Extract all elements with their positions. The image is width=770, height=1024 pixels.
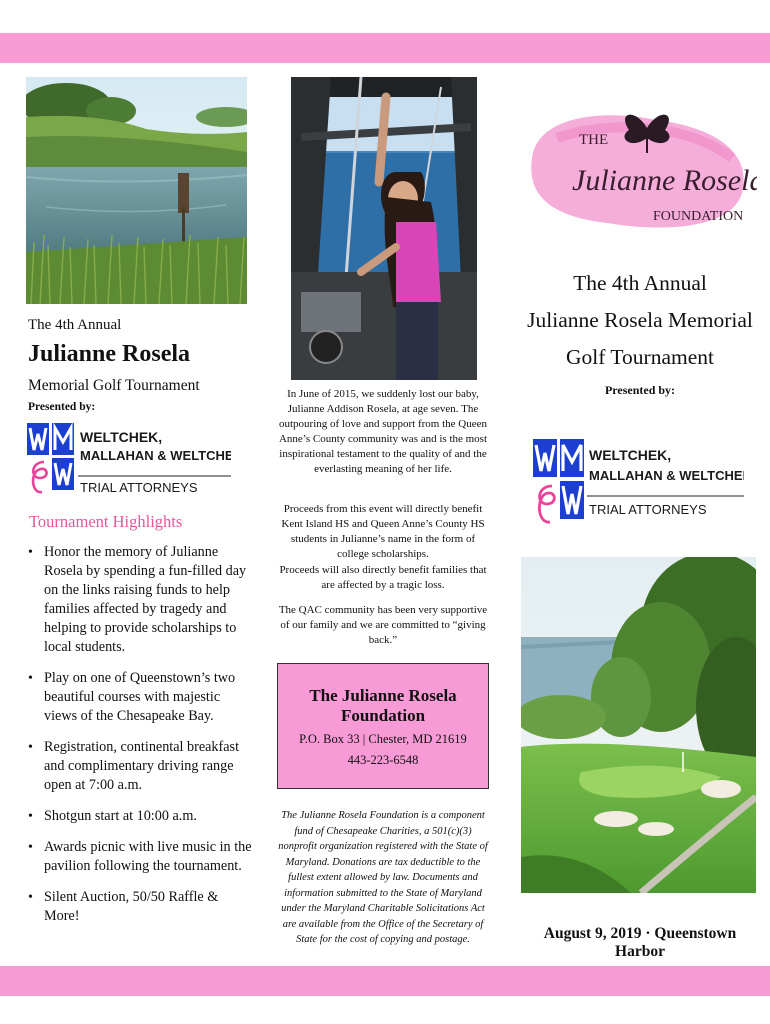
sponsor-logo-line2: MALLAHAN & WELTCHEK bbox=[80, 448, 231, 463]
highlight-item: • Play on one of Queenstown’s two beautiful courses with majestic views of the Chesapeake Bay. bbox=[26, 669, 256, 726]
golf-course-photo bbox=[521, 557, 756, 893]
story-paragraph-1: In June of 2015, we suddenly lost our baby, Julianne Addison Rosela, at age seven. The outpouring of love and support from the Queen Anne’s County community was and is the most inspirational testament to the quality of and the everlasting meaning of her life. bbox=[278, 388, 488, 475]
sponsor-logo-large-line3: TRIAL ATTORNEYS bbox=[589, 502, 707, 517]
highlight-item: • Awards picnic with live music in the pavilion following the tournament. bbox=[26, 838, 256, 876]
col1-title: Julianne Rosela bbox=[28, 341, 191, 367]
sponsor-logo-large bbox=[532, 436, 744, 536]
girl-on-boat-photo bbox=[291, 77, 477, 380]
highlight-item: • Silent Auction, 50/50 Raffle & More! bbox=[26, 888, 256, 926]
story-paragraph-3: Proceeds will also directly benefit families that are affected by a tragic loss. bbox=[279, 564, 487, 591]
foundation-logo-foundation: FOUNDATION bbox=[653, 209, 744, 224]
col3-title bbox=[520, 265, 760, 376]
event-date-location: August 9, 2019 · Queenstown Harbor bbox=[543, 925, 737, 960]
col1-kicker: The 4th Annual bbox=[28, 317, 122, 333]
col3-title-line1: The 4th Annual bbox=[573, 271, 707, 295]
foundation-contact-box bbox=[277, 663, 489, 789]
foundation-phone: 443-223-6548 bbox=[347, 753, 419, 767]
sponsor-logo-line3: TRIAL ATTORNEYS bbox=[80, 480, 198, 495]
col3-presented-by: Presented by: bbox=[604, 383, 676, 397]
highlight-item: • Honor the memory of Julianne Rosela by spending a fun-filled day on the links raising funds to help families affected by tragedy and helping to provide scholarships to local students. bbox=[26, 543, 256, 657]
foundation-logo bbox=[517, 98, 757, 233]
col1-presented-by: Presented by: bbox=[28, 401, 96, 413]
foundation-name: The Julianne Rosela Foundation bbox=[309, 686, 457, 725]
highlight-item: • Registration, continental breakfast and complimentary driving range open at 7:00 a.m. bbox=[26, 738, 256, 795]
highlights-list bbox=[26, 543, 256, 938]
sponsor-logo-line1: WELTCHEK, bbox=[80, 429, 163, 445]
legal-disclaimer: The Julianne Rosela Foundation is a component fund of Chesapeake Charities, a 501(c)(3) nonprofit organization registered with the State of Maryland. Donations are tax deductible to the fullest extent allowed by law. Documents and information submitted to the State of Maryland under the Maryland Charitable Solicitations Act are available from the Office of the Secretary of State for the cost of copying and postage. bbox=[278, 810, 488, 945]
col3-title-line2: Julianne Rosela Memorial bbox=[527, 308, 753, 332]
sponsor-logo-large-line1: WELTCHEK, bbox=[589, 447, 672, 463]
col3-title-line3: Golf Tournament bbox=[566, 345, 714, 369]
story-paragraph-2: Proceeds from this event will directly benefit Kent Island HS and Queen Anne’s County HS students in Julianne’s name in the form of college scholarships. bbox=[281, 503, 485, 560]
bottom-pink-band bbox=[0, 966, 770, 996]
highlight-item: • Shotgun start at 10:00 a.m. bbox=[26, 807, 256, 826]
pond-landscape-photo bbox=[26, 77, 247, 304]
foundation-logo-name: Julianne Rosela bbox=[572, 164, 757, 197]
story-paragraph-4: The QAC community has been very supportive of our family and we are committed to “giving back.” bbox=[278, 604, 488, 646]
foundation-address: P.O. Box 33 | Chester, MD 21619 bbox=[299, 732, 467, 746]
foundation-logo-the: THE bbox=[579, 132, 609, 148]
top-pink-band bbox=[0, 33, 770, 63]
highlights-title: Tournament Highlights bbox=[29, 512, 183, 531]
col1-subtitle: Memorial Golf Tournament bbox=[28, 377, 200, 394]
sponsor-logo-large-line2: MALLAHAN & WELTCHEK bbox=[589, 468, 744, 483]
sponsor-logo bbox=[26, 420, 231, 502]
